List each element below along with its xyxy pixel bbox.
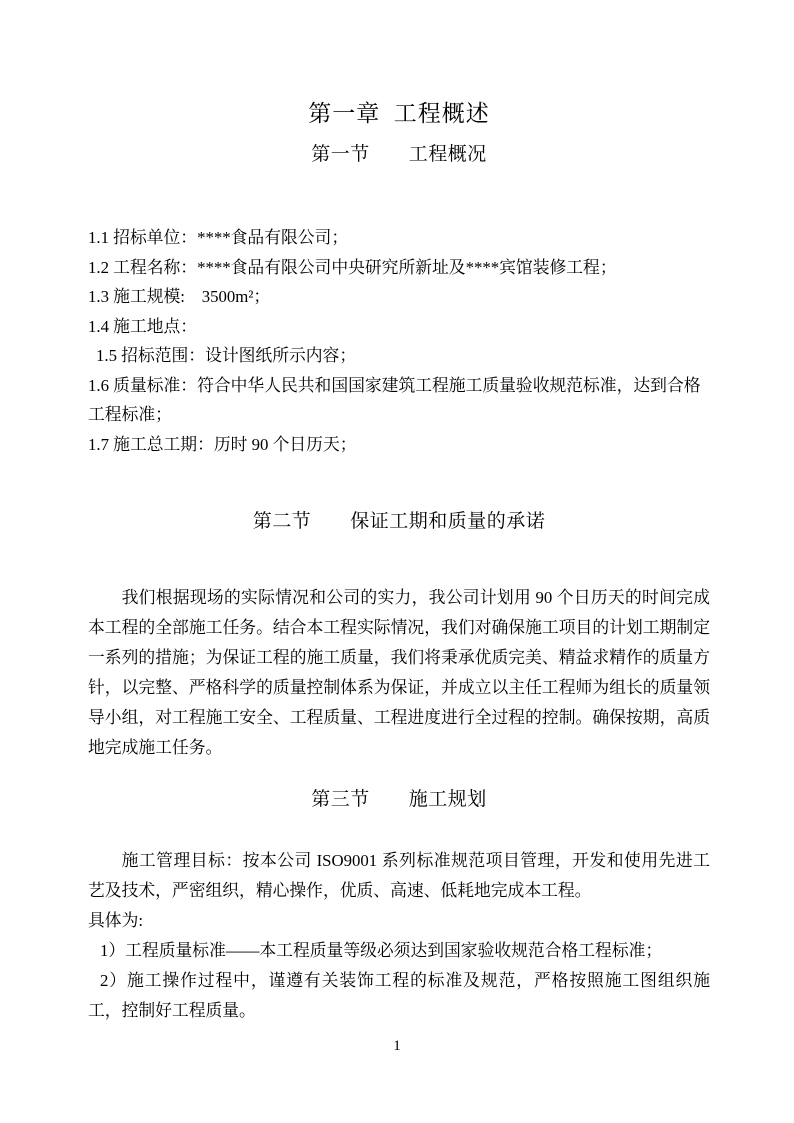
page-content (88, 0, 710, 1123)
section-2-paragraph: 我们根据现场的实际情况和公司的实力，我公司计划用 90 个日历天的时间完成本工程的全部施工任务。结合本工程实际情况，我们对确保施工项目的计划工期制定一系列的措施；为保证工程的施工质量，我们将秉承优质完美、精益求精作的质量方针，以完整、严格科学的质量控制体系为保证，并成立以主任工程师为组长的质量领导小组，对工程施工安全、工程质量、工程进度进行全过程的控制。确保按期，高质地完成施工任务。 (88, 588, 710, 757)
clause-1-1: 1.1 招标单位：****食品有限公司； (88, 228, 349, 247)
page-number: 1 (393, 1038, 401, 1054)
clause-list (88, 223, 710, 459)
chapter-heading: 第一章 工程概述 (308, 101, 490, 126)
section-3-heading: 第三节 施工规划 (311, 789, 487, 810)
clause-1-6: 1.6 质量标准：符合中华人民共和国国家建筑工程施工质量验收规范标准，达到合格工程标准； (88, 375, 701, 424)
section-3-lead-in: 具体为: (88, 911, 144, 930)
clause-1-7: 1.7 施工总工期：历时 90 个日历天； (88, 434, 357, 454)
page-footer (0, 1036, 794, 1056)
section-2-heading: 第二节 保证工期和质量的承诺 (252, 511, 546, 532)
list-item-1: 1）工程质量标准——本工程质量等级必须达到国家验收规范合格工程标准； (100, 941, 663, 960)
section-3-paragraph: 施工管理目标：按本公司 ISO9001 系列标准规范项目管理，开发和使用先进工艺及技术，严密组织，精心操作，优质、高速、低耗地完成本工程。 (88, 851, 710, 900)
clause-1-3: 1.3 施工规模: 3500m²； (88, 287, 271, 306)
clause-1-4: 1.4 施工地点： (88, 316, 198, 336)
clause-1-5: 1.5 招标范围：设计图纸所示内容； (96, 346, 357, 365)
list-item-2: 2）施工操作过程中，谨遵有关装饰工程的标准及规范，严格按照施工图组织施工，控制好工程质量。 (88, 971, 710, 1020)
section-1-heading: 第一节 工程概况 (311, 144, 487, 165)
clause-1-2: 1.2 工程名称：****食品有限公司中央研究所新址及****宾馆装修工程； (88, 257, 617, 277)
